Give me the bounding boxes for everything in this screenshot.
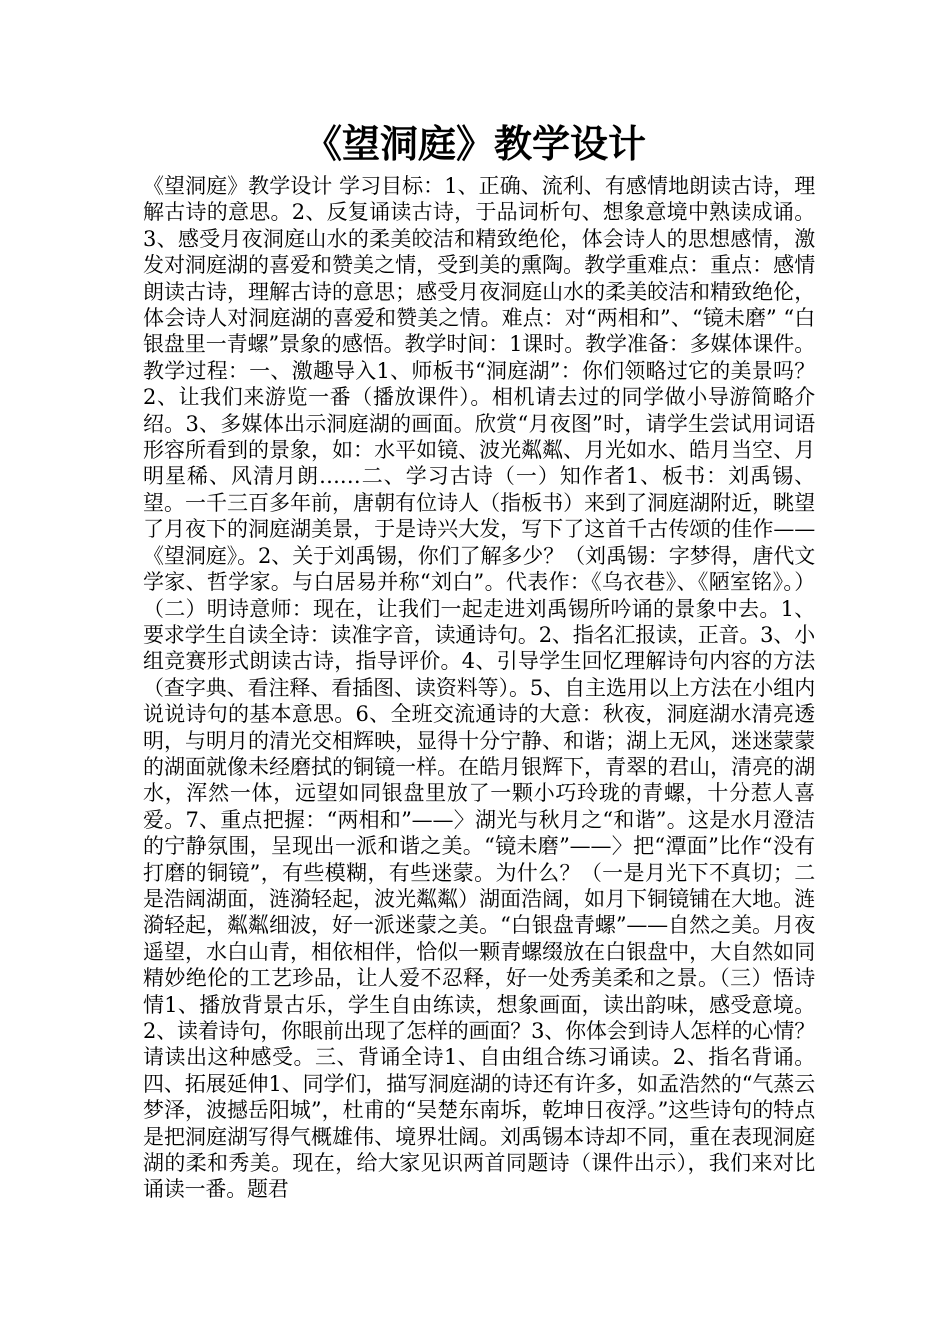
document-title: 《望洞庭》教学设计 [303, 121, 646, 166]
document-body-text: 《望洞庭》教学设计 学习目标：1、正确、流利、有感情地朗读古诗，理解古诗的意思。2、反复诵读古诗，于品词析句、想象意境中熟读成诵。3、感受月夜洞庭山水的柔美皎洁和精致绝伦，体会诗人的思想感情，激发对洞庭湖的喜爱和赞美之情，受到美的熏陶。教学重难点：重点：感情朗读古诗，理解古诗的意思；感受月夜洞庭山水的柔美皎洁和精致绝伦，体会诗人对洞庭湖的喜爱和赞美之情。难点：对“两相和”、“镜未磨” “白银盘里一青螺”景象的感悟。教学时间：1课时。教学准备：多媒体课件。教学过程：一、激趣导入1、师板书“洞庭湖”：你们领略过它的美景吗？2、让我们来游览一番（播放课件）。相机请去过的同学做小导游简略介绍。3、多媒体出示洞庭湖的画面。欣赏“月夜图”时，请学生尝试用词语形容所看到的景象，如：水平如镜、波光粼粼、月光如水、皓月当空、月明星稀、风清月朗……二、学习古诗（一）知作者1、板书：刘禹锡、望。一千三百多年前，唐朝有位诗人（指板书）来到了洞庭湖附近，眺望了月夜下的洞庭湖美景，于是诗兴大发，写下了这首千古传颂的佳作——《望洞庭》。2、关于刘禹锡，你们了解多少？（刘禹锡：字梦得，唐代文学家、哲学家。与白居易并称“刘白”。代表作：《乌衣巷》、《陋室铭》。）（二）明诗意师：现在，让我们一起走进刘禹锡所吟诵的景象中去。1、要求学生自读全诗：读准字音，读通诗句。2、指名汇报读，正音。3、小组竞赛形式朗读古诗，指导评价。4、引导学生回忆理解诗句内容的方法（查字典、看注释、看插图、读资料等）。5、自主选用以上方法在小组内说说诗句的基本意思。6、全班交流通诗的大意：秋夜，洞庭湖水清亮透明，与明月的清光交相辉映，显得十分宁静、和谐；湖上无风，迷迷蒙蒙的湖面就像未经磨拭的铜镜一样。在皓月银辉下，青翠的君山，清亮的湖水，浑然一体，远望如同银盘里放了一颗小巧玲珑的青螺，十分惹人喜爱。7、重点把握：“两相和”——〉湖光与秋月之“和谐”。这是水月澄洁的宁静氛围，呈现出一派和谐之美。“镜未磨”——〉把“潭面”比作“没有打磨的铜镜”，有些模糊，有些迷蒙。为什么？（一是月光下不真切；二是浩阔湖面，涟漪轻起，波光粼粼）湖面浩阔，如月下铜镜铺在大地。涟漪轻起，粼粼细波，好一派迷蒙之美。“白银盘青螺”——自然之美。月夜遥望，水白山青，相依相伴，恰似一颗青螺缀放在白银盘中，大自然如同精妙绝伦的工艺珍品，让人爱不忍释，好一处秀美柔和之景。（三）悟诗情1、播放背景古乐，学生自由练读，想象画面，读出韵味，感受意境。2、读着诗句，你眼前出现了怎样的画面？3、你体会到诗人怎样的心情？请读出这种感受。三、背诵全诗1、自由组合练习诵读。2、指名背诵。四、拓展延伸1、同学们，描写洞庭湖的诗还有许多，如孟浩然的“气蒸云梦泽，波撼岳阳城”，杜甫的“吴楚东南坼，乾坤日夜浮。”这些诗句的特点是把洞庭湖写得气概雄伟、境界壮阔。刘禹锡本诗却不同，重在表现洞庭湖的柔和秀美。现在，给大家见识两首同题诗（课件出示），我们来对比诵读一番。题君 [143, 174, 815, 1202]
